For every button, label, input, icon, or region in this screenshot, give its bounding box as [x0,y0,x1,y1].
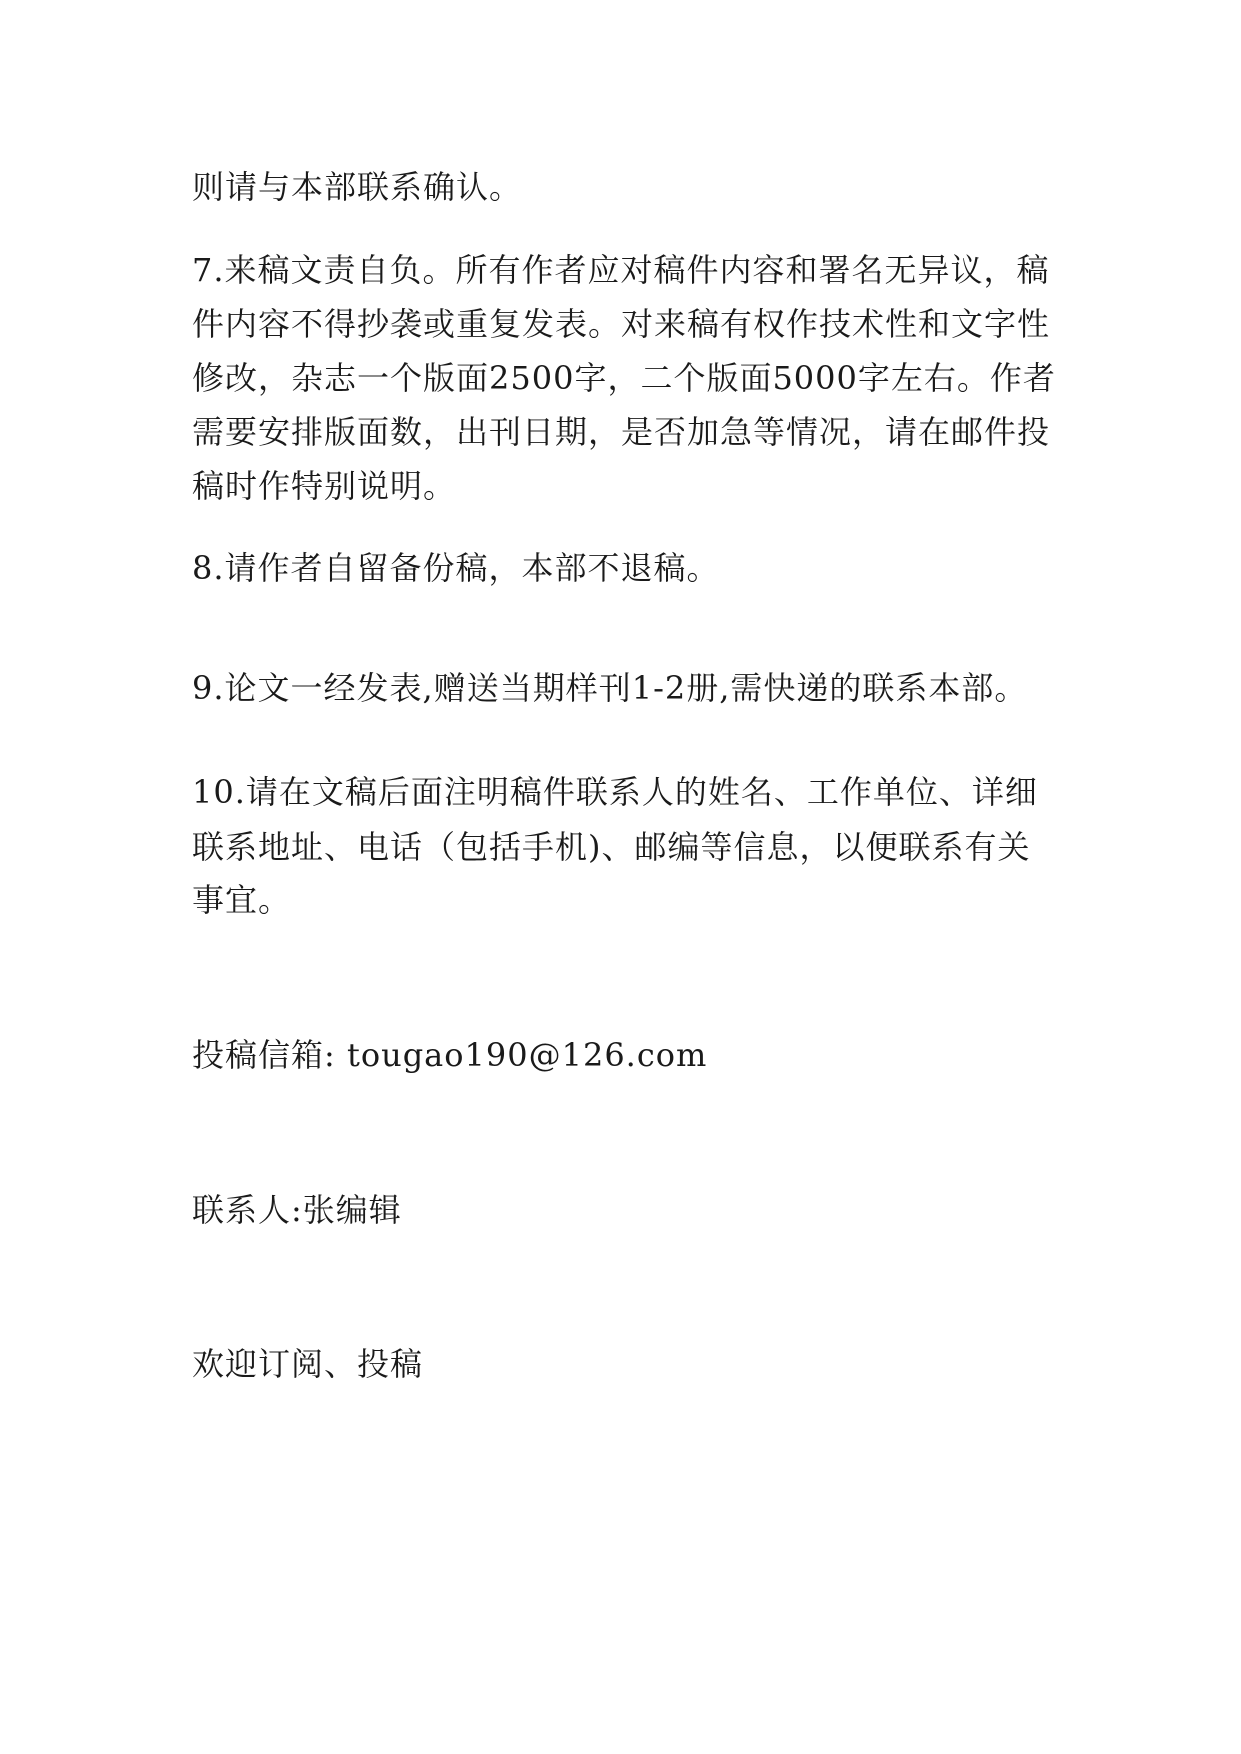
continuation-text: 则请与本部联系确认。 [192,168,523,206]
item-7-line-3: 修改，杂志一个版面2500字，二个版面5000字左右。作者 [192,359,1056,397]
item-8: 8.请作者自留备份稿，本部不退稿。 [192,549,720,587]
item-7-line-1: 7.来稿文责自负。所有作者应对稿件内容和署名无异议，稿 [192,251,1050,289]
submission-email: 投稿信箱: tougao190@126.com [192,1036,708,1074]
item-7-line-2: 件内容不得抄袭或重复发表。对来稿有权作技术性和文字性 [192,305,1051,343]
item-7-line-4: 需要安排版面数，出刊日期，是否加急等情况，请在邮件投 [192,413,1051,451]
item-10-line-3: 事宜。 [192,881,292,919]
item-7-line-5: 稿时作特别说明。 [192,467,457,505]
item-9: 9.论文一经发表,赠送当期样刊1-2册,需快递的联系本部。 [192,669,1028,707]
item-10-line-2: 联系地址、电话（包括手机)、邮编等信息，以便联系有关 [192,828,1031,866]
contact-person: 联系人:张编辑 [192,1191,402,1229]
item-10-line-1: 10.请在文稿后面注明稿件联系人的姓名、工作单位、详细 [192,773,1038,811]
closing-text: 欢迎订阅、投稿 [192,1345,424,1383]
